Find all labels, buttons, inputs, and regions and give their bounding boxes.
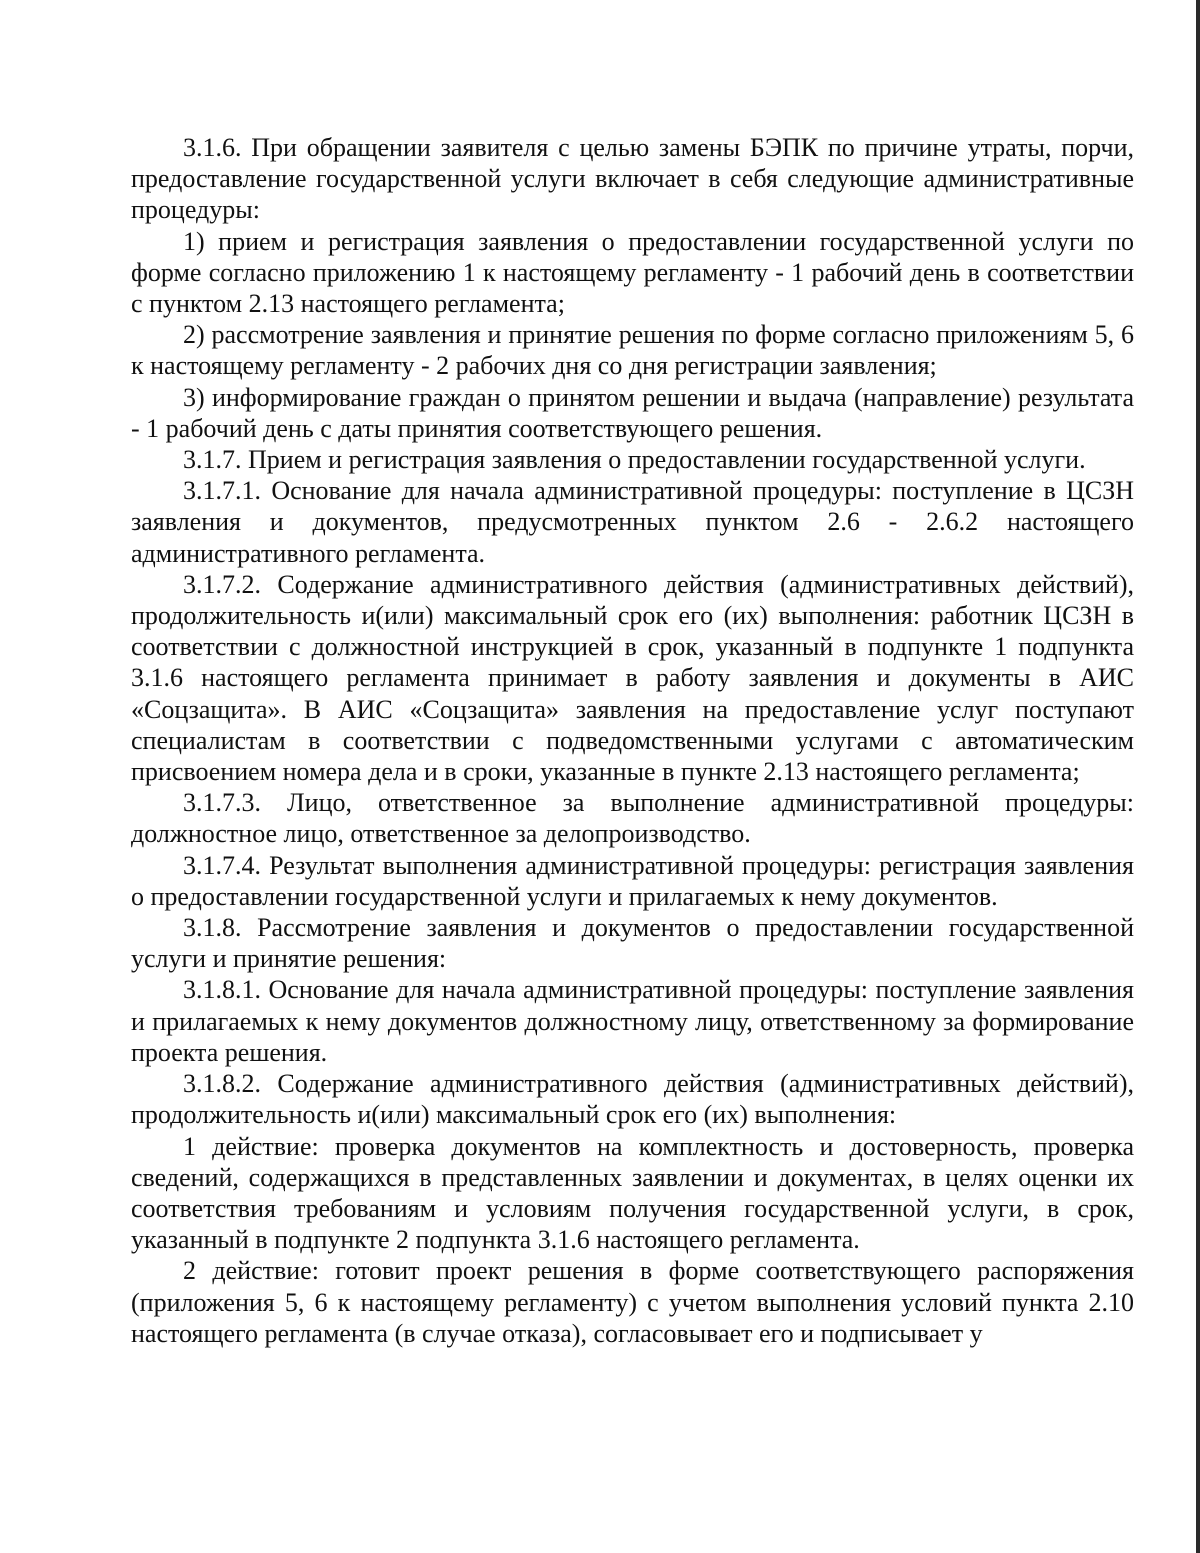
paragraph-3-1-7-2: 3.1.7.2. Содержание административного действия (административных действий), продолжительность и(или) максимальный срок его (их) выполнения: работник ЦСЗН в соответствии с должностной инструкцией в срок, указанный в подпункте 1 подпункта 3.1.6 настоящего регламента принимает в работу заявления и документы в АИС «Соцзащита». В АИС «Соцзащита» заявления на предоставление услуг поступают специалистам в соответствии с подведомственными услугами с автоматическим присвоением номера дела и в сроки, указанные в пункте 2.13 настоящего регламента; [131,569,1134,787]
paragraph-3-1-7-3: 3.1.7.3. Лицо, ответственное за выполнение административной процедуры: должностное лицо, ответственное за делопроизводство. [131,788,1134,849]
list-item-1: 1) прием и регистрация заявления о предоставлении государственной услуги по форме согласно приложению 1 к настоящему регламенту - 1 рабочий день в соответствии с пунктом 2.13 настоящего регламента; [131,226,1134,319]
list-item-3: 3) информирование граждан о принятом решении и выдача (направление) результата - 1 рабочий день с даты принятия соответствующего решения. [131,382,1134,443]
action-2: 2 действие: готовит проект решения в форме соответствующего распоряжения (приложения 5, 6 к настоящему регламенту) с учетом выполнения условий пункта 2.10 настоящего регламента (в случае отказа), согласовывает его и подписывает у [131,1256,1134,1348]
list-item-2: 2) рассмотрение заявления и принятие решения по форме согласно приложениям 5, 6 к настоящему регламенту - 2 рабочих дня со дня регистрации заявления; [131,320,1134,381]
paragraph-3-1-7: 3.1.7. Прием и регистрация заявления о предоставлении государственной услуги. [183,445,1086,475]
paragraph-3-1-8: 3.1.8. Рассмотрение заявления и документов о предоставлении государственной услуги и принятие решения: [131,913,1134,974]
scan-edge [1196,0,1200,1553]
paragraph-3-1-6: 3.1.6. При обращении заявителя с целью замены БЭПК по причине утраты, порчи, предоставление государственной услуги включает в себя следующие административные процедуры: [131,133,1134,225]
paragraph-3-1-7-4: 3.1.7.4. Результат выполнения административной процедуры: регистрация заявления о предоставлении государственной услуги и прилагаемых к нему документов. [131,850,1134,911]
paragraph-3-1-7-1: 3.1.7.1. Основание для начала административной процедуры: поступление в ЦСЗН заявления и документов, предусмотренных пунктом 2.6 - 2.6.2 настоящего административного регламента. [131,476,1134,568]
paragraph-3-1-8-2: 3.1.8.2. Содержание административного действия (административных действий), продолжительность и(или) максимальный срок его (их) выполнения: [131,1069,1134,1130]
document-body [131,132,1134,1349]
paragraph-3-1-8-1: 3.1.8.1. Основание для начала административной процедуры: поступление заявления и прилагаемых к нему документов должностному лицу, ответственному за формирование проекта решения. [131,975,1134,1067]
action-1: 1 действие: проверка документов на комплектность и достоверность, проверка сведений, содержащихся в представленных заявлении и документах, в целях оценки их соответствия требованиям и условиям получения государственной услуги, в срок, указанный в подпункте 2 подпункта 3.1.6 настоящего регламента. [131,1131,1134,1255]
